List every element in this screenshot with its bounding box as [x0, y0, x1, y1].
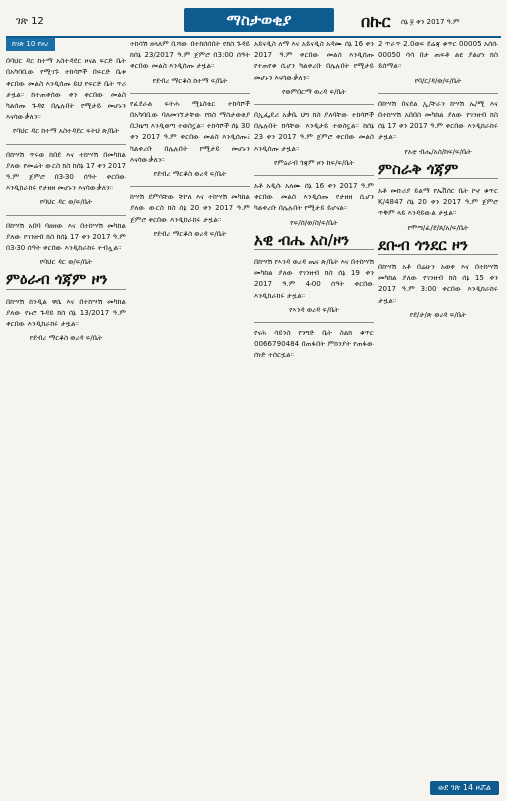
notice-text: የፈደራል ፍትሕ ሚኒስቴር ተከሳሾች በአካባቢው ባለመገኘታቸው የክስ ማስታወቂያ በጋዜጣ እንዲወጣ ተወስኗል። ተከሳሾች ሰኔ 30 ቀን 2017 ዓ.ም ቀርበው መልስ እንዲሰጡ፤ ካልቀረቡ በሌሉበት የሚታይ መሆኑን እናሳውቃለን። — [130, 98, 250, 164]
section-logo: ማስታወቂያ — [184, 8, 334, 32]
notice — [6, 55, 126, 137]
column-3 — [254, 38, 374, 775]
notice — [378, 98, 498, 158]
notice-text: ተከሳሽ ዘላለም ቢሻው በተከሰሰበት የክስ ጉዳይ ከሰኔ 23/2017 ዓ.ም ጀምሮ በ3:00 ሰዓት ቀርበው መልስ እንዲሰጡ ታዟል። — [130, 39, 250, 71]
notice-signature: የባ/ር/ዳ/ወ/ፍ/ቤት — [414, 76, 462, 85]
notice-signature: የምዕራብ ጎጃም ዞን ከፍ/ፍ/ቤት — [274, 158, 354, 167]
region-heading: ምዕራብ ጎጃም ዞን — [6, 274, 126, 289]
region-heading: ምስራቅ ጎጃም — [378, 164, 498, 179]
notice-text: የናሕ ሳይንስ የንግድ ቤት ስልክ ቁጥር 0066790484 በጠፋበት ምክንያት የጠፋው ሰነድ ተሰርዟል። — [254, 328, 374, 360]
continued-on-tag: ወደ ገጽ 14 ዞሯል — [430, 781, 499, 795]
notice — [6, 149, 126, 209]
notice-text: አቶ መኩሪያ ይልማ የኤቨሰር ቤት ኮኖ ቁጥር K/4847 ሰኔ 20 ቀን 2017 ዓ.ም ጀምሮ ጥቅም ላይ እንዳይውል ታዟል። — [378, 186, 498, 218]
notice-text: በከሣሽ የኣንዳ ወረዳ ጤና ጽ/ቤት እና በተከሣሽ መካከል ያለው የገንዘብ ክስ ሰኔ 19 ቀን 2017 ዓ.ም 4፡00 ሰዓት ቀርበው እንዲከራከሩ ታዟል። — [254, 257, 374, 300]
notice-signature: የሞጣ/ፈ/ደ/ጸ/አ/ፍ/ቤት — [407, 223, 469, 232]
region-heading: ደቡብ ጎንደር ዞን — [378, 240, 498, 255]
newspaper-brand: በኩር — [361, 12, 391, 31]
notice — [254, 109, 374, 169]
notice-signature: የደብረ ማርቆስ ከተማ ፍ/ቤት — [152, 76, 228, 85]
notice — [6, 296, 126, 345]
notice-text: በከሣሽ ጥሩወ ከበደ እና ተከሣሽ በመካከል ያለው የመሬት ውርስ ክስ ከሰኔ 17 ቀን 2017 ዓ.ም ጀምሮ በ3፡30 ሰዓት ቀርበው እንዲከራከሩ የታዘዘ መሆኑን እናሳውቃለን። — [6, 149, 126, 193]
issue-date: ሰኔ ፱ ቀን 2017 ዓ.ም — [401, 18, 460, 26]
notice-text: በከሣሽ አበባ ባዘዘው እና በተከሣሽ መካከል ያለው የገንዘብ ክስ ከሰኔ 17 ቀን 2017 ዓ.ም በ3፡30 ሰዓት ቀርበው እንዲከራከሩ ተብሏል። — [6, 220, 126, 253]
notice — [378, 38, 498, 87]
notice-text: ከሣሽ ደምሳቸው ቸኮለ እና ተከሣሽ መካከል ያለው ውርስ ክስ ሰኔ 20 ቀን 2017 ዓ.ም ጀምሮ ቀርበው እንዲከራከሩ ታዟል። — [130, 192, 250, 224]
notice-signature: የባህር ዳር ወ/ፍ/ቤት — [39, 258, 93, 267]
notice — [254, 38, 374, 98]
notice-signature: የደ/ታ/ጽ ወረዳ ፍ/ቤት — [409, 310, 467, 319]
notice — [130, 38, 250, 87]
notice — [254, 180, 374, 229]
continued-label: ከገጽ 10 የዞረ — [6, 38, 55, 51]
notice-text: በባህር ዳር ከተማ አስተዳደር ዞናል ፍርድ ቤት በአካባቢው የሚገኙ ተከሳሾች በፍርድ ቤቱ ቀርበው መልስ እንዲሰጡ ይህ የፍርድ ቤት ጥሪ ታዟል። ከተጠቀሰው ቀን ቀርበው መልስ ካልሰጡ ጉዳዩ በሌሉበት የሚታይ መሆኑን እናሳውቃለን። — [6, 56, 126, 122]
notice-signature: የአቲ ብሔ/አስ/ከፍ/ፍ/ቤት — [404, 147, 472, 156]
notice — [254, 256, 374, 316]
notice-signature: የባህር ዳር ወ/ፍ/ቤት — [39, 198, 93, 207]
notice-text: በከሣሽ አቶ በሬሁን አወቀ እና በተከሣሽ መካከል ያለው የገንዘብ ክስ ሰኔ 15 ቀን 2017 ዓ.ም 3:00 ቀርበው እንዲከራከሩ ታዟል። — [378, 262, 498, 305]
notice-text: በከሣሽ በናደል ኢ/ቸራን ከሣሽ ኤ/ሚ እና በተከሣሽ አበበስ መካከል ያለው የገንዘብ ክስ ሰኔ 17 ቀን 2017 ዓ.ም ቀርበው እንዲከራከሩ ታዟል። — [378, 98, 498, 142]
notice-signature: የኣንዳ ወረዳ ፍ/ቤት — [289, 305, 339, 314]
notice-signature: የባህር ዳር ከተማ አስተዳደር ፍትህ ጽ/ቤት — [12, 127, 120, 136]
column-1 — [6, 38, 126, 775]
notice-signature: የደብረ ማርቆስ ወረዳ ፍ/ቤት — [29, 334, 103, 343]
notice-text: በከሣሽ ከንዲል ዋሴ እና በተከሣሽ መካከል ያለው የኑሮ ጉዳይ ክስ ሰኔ 13/2017 ዓ.ም ቀርበው እንዲከራከሩ ታዟል። — [6, 296, 126, 329]
column-4 — [378, 38, 498, 775]
notice — [378, 185, 498, 234]
notice — [130, 98, 250, 180]
notice-text: በኢፌዴሪ አቃቤ ህግ ክስ ያለባቸው ተከሳሾች በሌሉበት ክሳቸው እንዲታይ ተወስኗል። ከሰኔ 23 ቀን 2017 ዓ.ም ጀምሮ ቀርበው መልስ እንዲሰጡ ታዟል። — [254, 110, 374, 153]
notice-text: አይናዲስ ለማ እና አይናዲስ አዳሙ ሰኔ 16 ቀን 2017 ዓ.ም ቀርበው መልስ እንዲሰጡ የተጠየቁ ሲሆን ካልቀረቡ በሌሉበት የሚታይ መሆኑን እናሳውቃለን። — [254, 39, 374, 82]
notice-signature: የፍ/ሰ/ወ/ስ/ፍ/ቤት — [290, 218, 338, 227]
notice-signature: የወምበርማ ወረዳ ፍ/ቤት — [281, 87, 347, 96]
page-header — [6, 6, 501, 38]
page-number: ገጽ 12 — [16, 16, 44, 27]
region-heading: አዊ ብሔ አስ/ዞን — [254, 235, 374, 250]
notice — [254, 327, 374, 361]
notice-text: አቶ አዲሱ አለሙ ሰኔ 16 ቀን 2017 ዓ.ም ቀርበው መልስ እንዲሰጡ የታዘዘ ሲሆን ካልቀረቡ በሌሉበት የሚታይ ይሆናል። — [254, 181, 374, 213]
article-columns — [6, 38, 501, 775]
column-2 — [130, 38, 250, 775]
notice-signature: የደብረ ማርቆስ ወረዳ ፍ/ቤት — [153, 229, 227, 238]
notice — [6, 220, 126, 269]
notice-text: 2 ጥራጥ 2.0ወፍ ደሬጃ ቁጥር 00005 አሰሱ 00050 ሳሳ በታ ጠፍቶ ልዩ ያልሆነ ክስ ይሰማል። — [378, 39, 498, 71]
notice-signature: የደብረ ማርቆስ ወረዳ ፍ/ቤት — [153, 170, 227, 179]
notice — [378, 261, 498, 321]
notice — [130, 191, 250, 240]
